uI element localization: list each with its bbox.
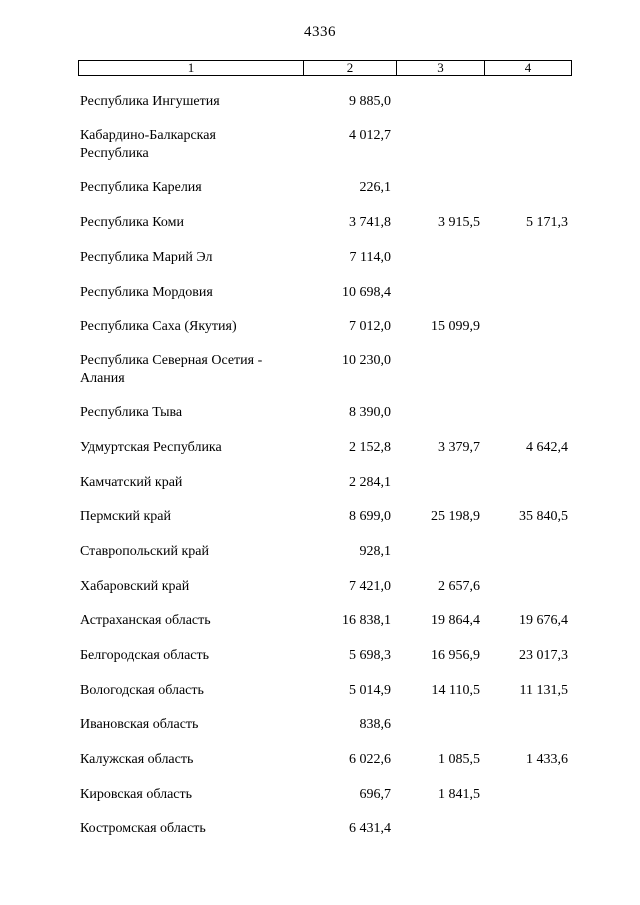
value-col-2: 838,6: [359, 717, 391, 732]
value-col-4: 5 171,3: [526, 215, 568, 230]
region-name: Республика Ингушетия: [80, 94, 220, 109]
value-col-2: 10 698,4: [342, 285, 391, 300]
region-name: Республика Марий Эл: [80, 250, 213, 265]
region-name: Удмуртская Республика: [80, 440, 222, 455]
header-cell-4: 4: [524, 60, 532, 75]
region-name: Костромская область: [80, 821, 206, 836]
header-cell-1: 1: [79, 61, 304, 75]
value-col-3: 14 110,5: [431, 683, 480, 698]
value-col-2: 928,1: [359, 544, 391, 559]
value-col-4: 1 433,6: [526, 752, 568, 767]
page-number: 4336: [304, 24, 336, 40]
value-col-3: 2 657,6: [438, 579, 480, 594]
value-col-2: 4 012,7: [349, 128, 391, 143]
value-col-3: 25 198,9: [431, 509, 480, 524]
value-col-2: 696,7: [359, 787, 391, 802]
value-col-4: 23 017,3: [519, 648, 568, 663]
header-cell-2: 2: [304, 61, 397, 75]
value-col-4: 19 676,4: [519, 613, 568, 628]
value-col-2: 7 012,0: [349, 319, 391, 334]
region-name: Калужская область: [80, 752, 194, 767]
value-col-4: 35 840,5: [519, 509, 568, 524]
value-col-2: 7 114,0: [349, 250, 391, 265]
value-col-2: 5 698,3: [349, 648, 391, 663]
value-col-3: 15 099,9: [431, 319, 480, 334]
value-col-2: 226,1: [359, 180, 391, 195]
header-cell-3: 3: [397, 61, 485, 75]
region-name: Вологодская область: [80, 683, 204, 698]
value-col-3: 1 841,5: [438, 787, 480, 802]
value-col-2: 8 390,0: [349, 405, 391, 420]
value-col-2: 6 431,4: [349, 821, 391, 836]
region-name: Ивановская область: [80, 717, 199, 732]
value-col-3: 19 864,4: [431, 613, 480, 628]
value-col-2: 2 152,8: [349, 440, 391, 455]
region-name: Республика Мордовия: [80, 285, 213, 300]
region-name: Астраханская область: [80, 613, 211, 628]
region-name: Пермский край: [80, 509, 171, 524]
region-name: Республика Карелия: [80, 180, 202, 195]
region-name: Белгородская область: [80, 648, 210, 663]
value-col-2: 7 421,0: [349, 579, 391, 594]
value-col-2: 3 741,8: [349, 215, 391, 230]
value-col-2: 16 838,1: [342, 613, 391, 628]
value-col-3: 3 915,5: [438, 215, 480, 230]
value-col-4: 11 131,5: [519, 683, 568, 698]
region-name: Кабардино-Балкарская Республика: [80, 128, 216, 161]
value-col-2: 2 284,1: [349, 475, 391, 490]
region-name: Камчатский край: [80, 475, 183, 490]
value-col-3: 1 085,5: [438, 752, 480, 767]
region-name: Республика Саха (Якутия): [80, 319, 237, 334]
value-col-4: 4 642,4: [526, 440, 568, 455]
region-name: Кировская область: [80, 787, 193, 802]
value-col-2: 8 699,0: [349, 509, 391, 524]
value-col-2: 6 022,6: [349, 752, 391, 767]
region-name: Ставропольский край: [80, 544, 209, 559]
region-name: Хабаровский край: [80, 579, 190, 594]
value-col-2: 9 885,0: [349, 94, 391, 109]
value-col-2: 10 230,0: [342, 353, 391, 368]
region-name: Республика Тыва: [80, 405, 183, 420]
value-col-3: 3 379,7: [438, 440, 480, 455]
value-col-3: 16 956,9: [431, 648, 480, 663]
region-name: Республика Коми: [80, 215, 184, 230]
region-name: Республика Северная Осетия - Алания: [80, 353, 263, 386]
value-col-2: 5 014,9: [349, 683, 391, 698]
